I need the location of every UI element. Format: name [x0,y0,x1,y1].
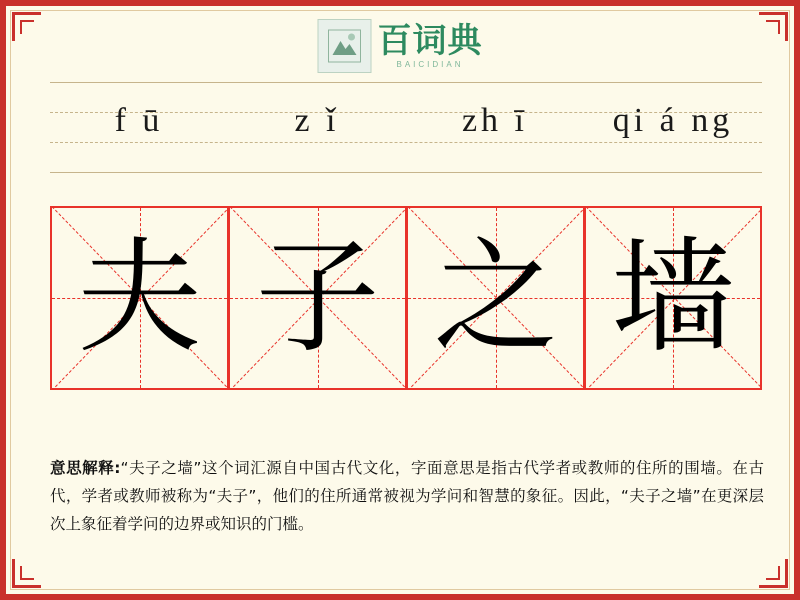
explanation-text: “夫子之墙”这个词汇源自中国古代文化，字面意思是指古代学者或教师的住所的围墙。在古代，学者或教师被称为“夫子”，他们的住所通常被视为学问和智慧的象征。因此，“夫子之墙”在更深层次上象征着学问的边界或知识的门槛。 [50,459,764,533]
corner-ornament-bottom-left [12,559,41,588]
logo-text [377,20,483,69]
pinyin-syllable: qi á ng [612,102,734,139]
character-glyph: 墙 [610,226,735,370]
character-cell [406,206,584,390]
seal-stamp-icon [318,19,372,73]
character-cell [584,206,762,390]
explanation-paragraph [50,454,764,538]
character-glyph: 子 [255,226,380,370]
character-glyph: 夫 [77,226,202,370]
pinyin-syllable: z ǐ [294,102,340,139]
character-grid [50,206,762,390]
pinyin-syllable: f ū [114,102,164,139]
pinyin-staff [50,80,762,176]
explanation-label: 意思解释: [50,459,121,477]
character-glyph: 之 [433,226,558,370]
pinyin-row [50,80,762,176]
character-cell [50,206,228,390]
logo-title-en: BAICIDIAN [396,59,464,69]
character-cell [228,206,406,390]
site-logo [318,18,483,74]
logo-title-cn: 百词典 [377,20,483,61]
corner-ornament-top-left [12,12,41,41]
corner-ornament-top-right [759,12,788,41]
pinyin-syllable: zh ī [461,102,529,139]
corner-ornament-bottom-right [759,559,788,588]
